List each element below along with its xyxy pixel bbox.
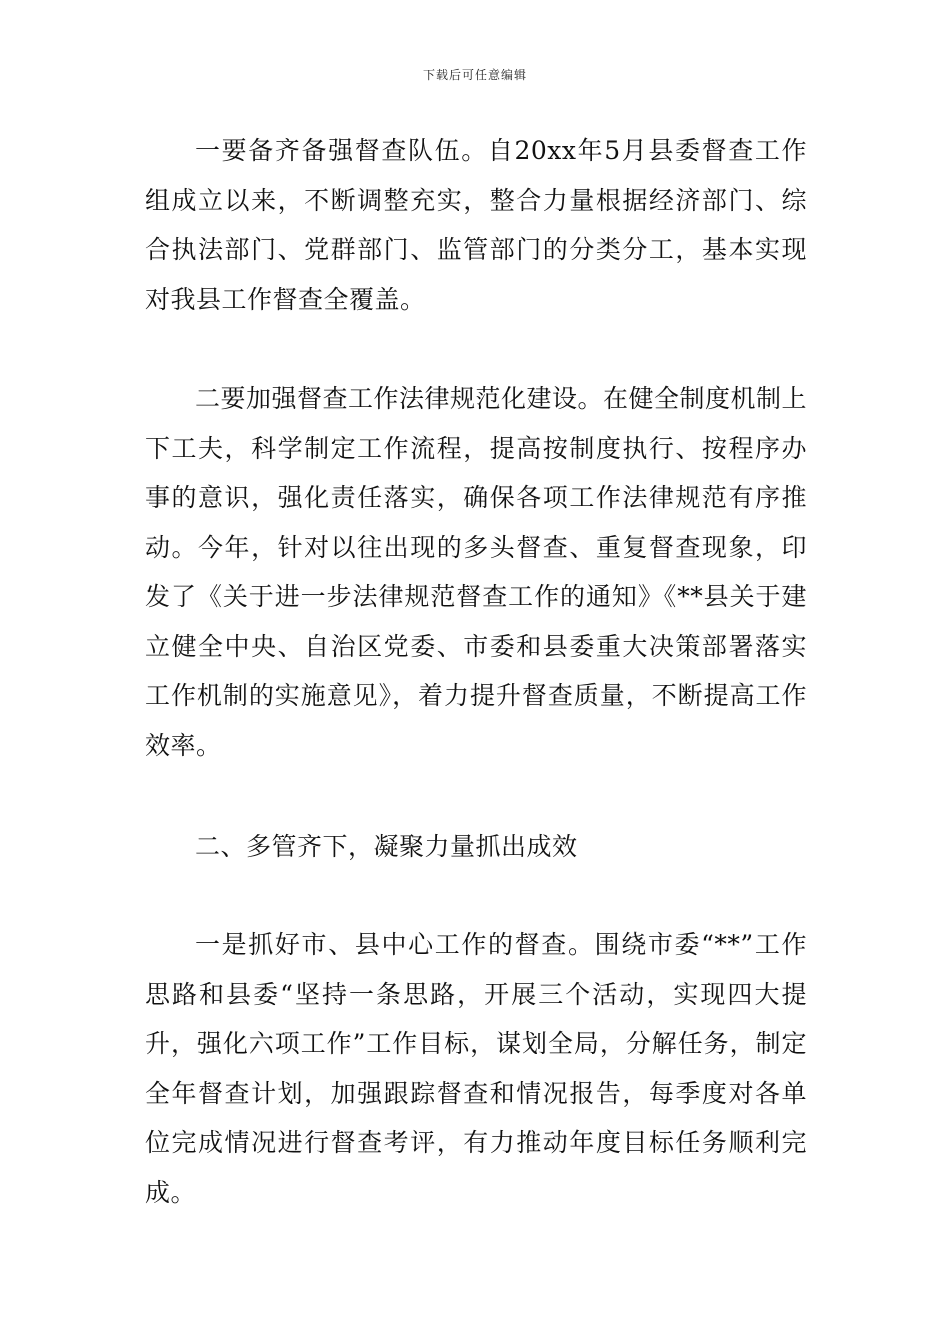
section-heading: 二、多管齐下，凝聚力量抓出成效 (195, 832, 578, 861)
paragraph-legal-standardization: 二要加强督查工作法律规范化建设。在健全制度机制上下工夫，科学制定工作流程，提高按制度执行、按程序办事的意识，强化责任落实，确保各项工作法律规范有序推动。今年，针对以往出现的多头督查、重复督查现象，印发了《关于进一步法律规范督查工作的通知》《**县关于建立健全中央、自治区党委、市委和县委重大决策部署落实工作机制的实施意见》，着力提升督查质量，不断提高工作效率。 (145, 384, 808, 760)
header-note: 下载后可任意编辑 (422, 68, 527, 82)
paragraph-team: 一要备齐备强督查队伍。自20xx年5月县委督查工作组成立以来，不断调整充实，整合力量根据经济部门、综合执法部门、党群部门、监管部门的分类分工，基本实现对我县工作督查全覆盖。 (145, 136, 807, 314)
paragraph-central-work: 一是抓好市、县中心工作的督查。围绕市委“**”工作思路和县委“坚持一条思路，开展三个活动，实现四大提升，强化六项工作”工作目标，谋划全局，分解任务，制定全年督查计划，加强跟踪督查和情况报告，每季度对各单位完成情况进行督查考评，有力推动年度目标任务顺利完成。 (145, 930, 807, 1207)
